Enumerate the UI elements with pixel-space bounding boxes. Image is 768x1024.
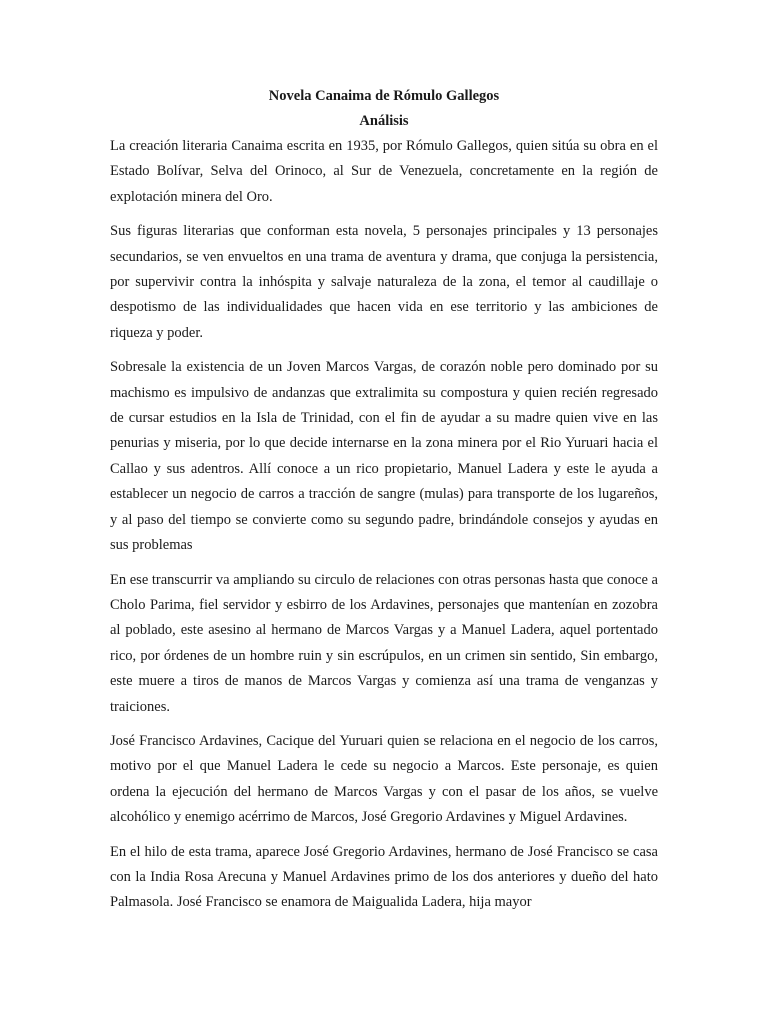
- paragraph-6: En el hilo de esta trama, aparece José Gregorio Ardavines, hermano de José Francisco se casa con la India Rosa Arecuna y Manuel Ardavines primo de los dos anteriores y dueño del hato Palmasola. José Francisco se enamora de Maigualida Ladera, hija mayor: [110, 843, 658, 911]
- document-subtitle: Análisis: [359, 113, 409, 129]
- paragraph-2: Sus figuras literarias que conforman esta novela, 5 personajes principales y 13 personajes secundarios, se ven envueltos en una trama de aventura y drama, que conjuga la persistencia, por supervivir contra la inhóspita y salvaje naturaleza de la zona, el temor al caudillaje o despotismo de las individualidades que hacen vida en ese territorio y las ambiciones de riqueza y poder.: [110, 223, 658, 341]
- paragraph-5: José Francisco Ardavines, Cacique del Yuruari quien se relaciona en el negocio de los carros, motivo por el que Manuel Ladera le cede su negocio a Marcos. Este personaje, es quien ordena la ejecución del hermano de Marcos Vargas y con el pasar de los años, se vuelve alcohólico y enemigo acérrimo de Marcos, José Gregorio Ardavines y Miguel Ardavines.: [110, 732, 658, 826]
- paragraph-1: La creación literaria Canaima escrita en 1935, por Rómulo Gallegos, quien sitúa su obra en el Estado Bolívar, Selva del Orinoco, al Sur de Venezuela, concretamente en la región de explotación minera del Oro.: [110, 138, 658, 205]
- document-title: Novela Canaima de Rómulo Gallegos: [268, 88, 500, 104]
- document-body: [110, 84, 658, 925]
- paragraph-3: Sobresale la existencia de un Joven Marcos Vargas, de corazón noble pero dominado por su machismo es impulsivo de andanzas que extralimita su compostura y quien recién regresado de cursar estudios en la Isla de Trinidad, con el fin de ayudar a su madre quien vive en las penurias y miseria, por lo que decide internarse en la zona minera por el Rio Yuruari hacia el Callao y sus adentros. Allí conoce a un rico propietario, Manuel Ladera y este le ayuda a establecer un negocio de carros a tracción de sangre (mulas) para transporte de los lugareños, y al paso del tiempo se convierte como su segundo padre, brindándole consejos y ayudas en sus problemas: [110, 359, 658, 554]
- paragraph-4: En ese transcurrir va ampliando su circulo de relaciones con otras personas hasta que conoce a Cholo Parima, fiel servidor y esbirro de los Ardavines, personajes que mantenían en zozobra al poblado, este asesino al hermano de Marcos Vargas y a Manuel Ladera, aquel portentado rico, por órdenes de un hombre ruin y sin escrúpulos, en un crimen sin sentido, Sin embargo, este muere a tiros de manos de Marcos Vargas y comienza así una trama de venganzas y traiciones.: [110, 571, 658, 715]
